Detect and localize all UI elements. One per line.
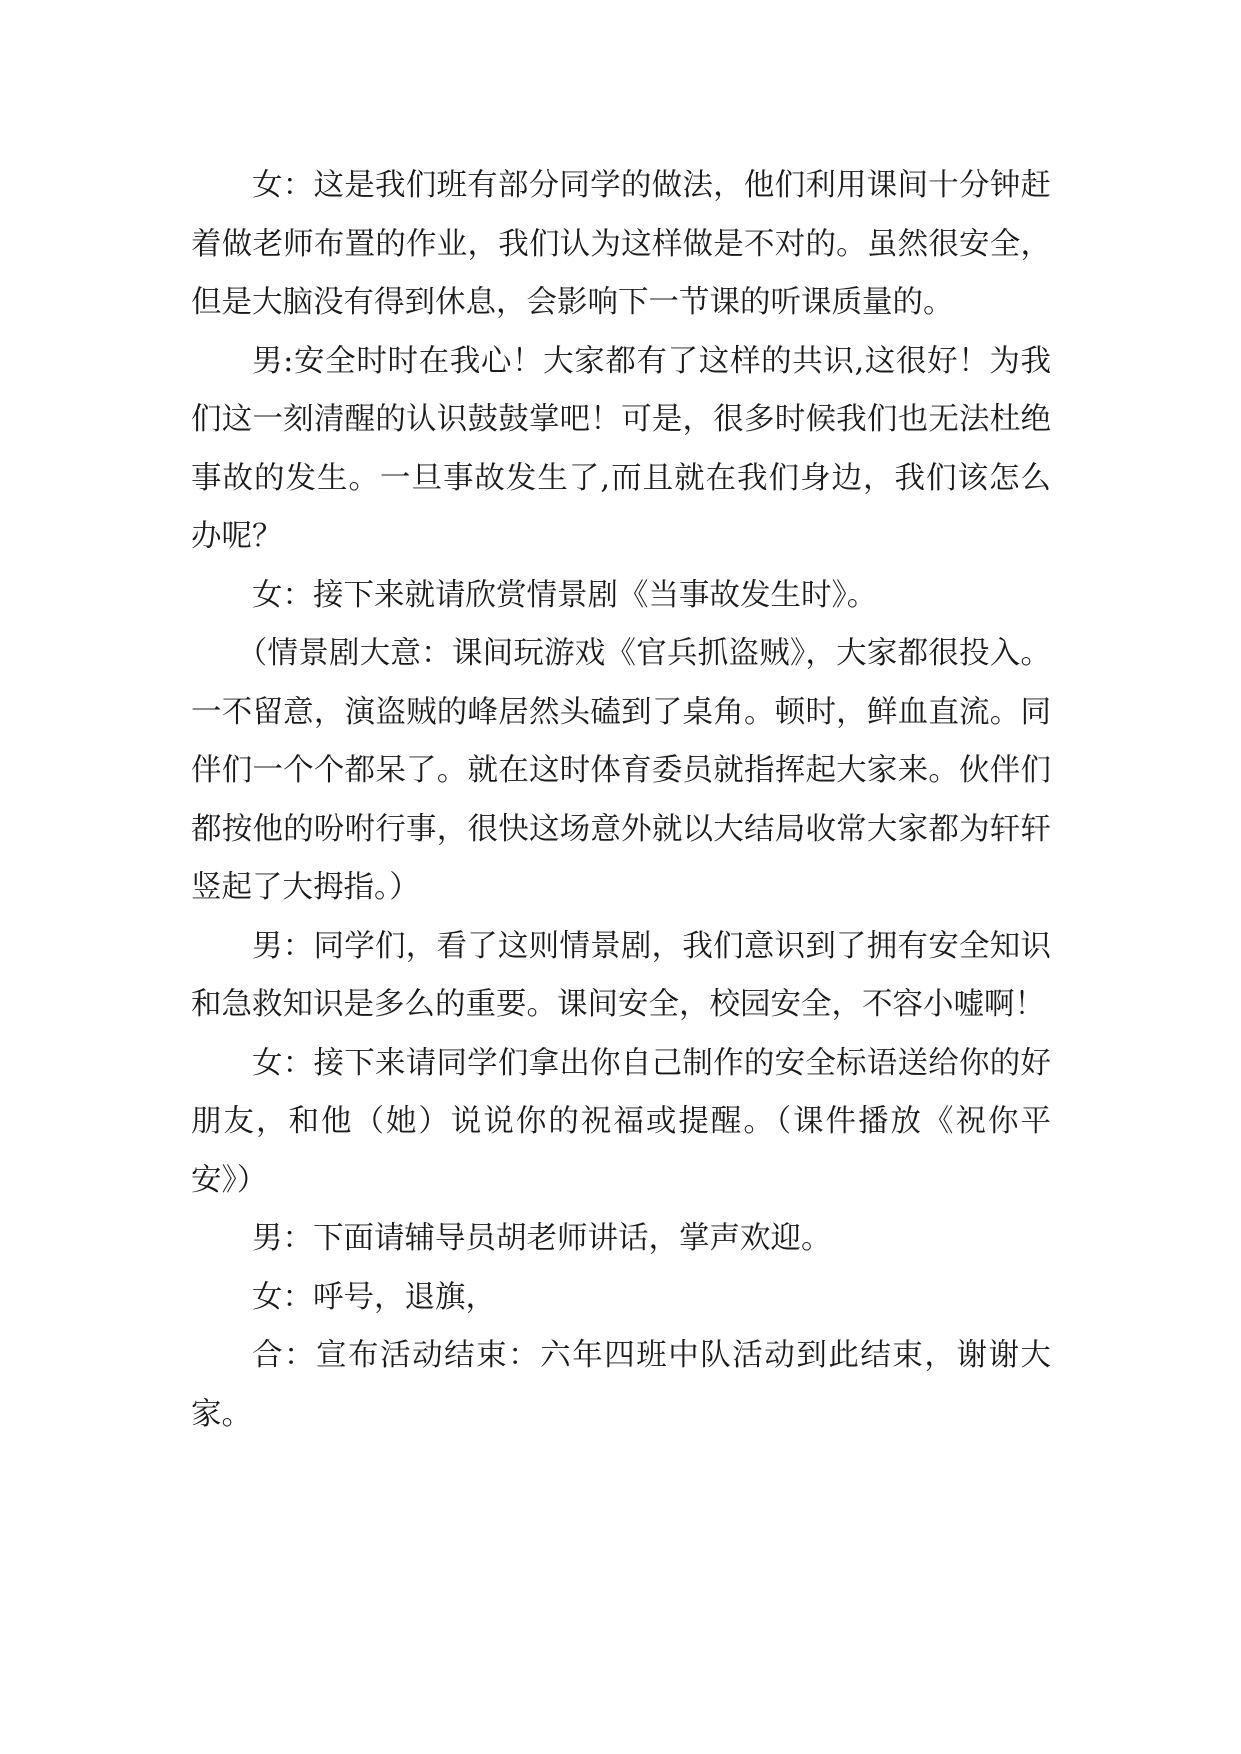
document-body	[191, 157, 1051, 1444]
paragraph-male-safety-consensus: 男:安全时时在我心！大家都有了这样的共识,这很好！为我们这一刻清醒的认识鼓鼓掌吧！可是，很多时候我们也无法杜绝事故的发生。一旦事故发生了,而且就在我们身边，我们该怎么办呢？	[191, 343, 1051, 554]
paragraph-female-slogans: 女：接下来请同学们拿出你自己制作的安全标语送给你的好朋友，和他（她）说说你的祝福或提醒。（课件播放《祝你平安》）	[191, 1045, 1051, 1198]
paragraph-male-first-aid: 男：同学们，看了这则情景剧，我们意识到了拥有安全知识和急救知识是多么的重要。课间安全，校园安全，不容小嘘啊！	[191, 928, 1051, 1022]
paragraph-female-flag: 女：呼号，退旗，	[252, 1279, 496, 1315]
paragraph-skit-summary: （情景剧大意：课间玩游戏《官兵抓盗贼》，大家都很投入。一不留意，演盗贼的峰居然头磕到了桌角。顿时，鲜血直流。同伴们一个个都呆了。就在这时体育委员就指挥起大家来。伙伴们都按他的吩咐行事，很快这场意外就以大结局收常大家都为轩轩竖起了大拇指。）	[191, 636, 1051, 905]
paragraph-together-closing: 合：宣布活动结束：六年四班中队活动到此结束，谢谢大家。	[191, 1338, 1051, 1432]
paragraph-female-homework: 女：这是我们班有部分同学的做法，他们利用课间十分钟赶着做老师布置的作业，我们认为这样做是不对的。虽然很安全，但是大脑没有得到休息，会影响下一节课的听课质量的。	[191, 168, 1051, 320]
paragraph-male-teacher-speech: 男：下面请辅导员胡老师讲话，掌声欢迎。	[252, 1221, 832, 1256]
paragraph-female-skit-intro: 女：接下来就请欣赏情景剧《当事故发生时》。	[252, 577, 878, 613]
